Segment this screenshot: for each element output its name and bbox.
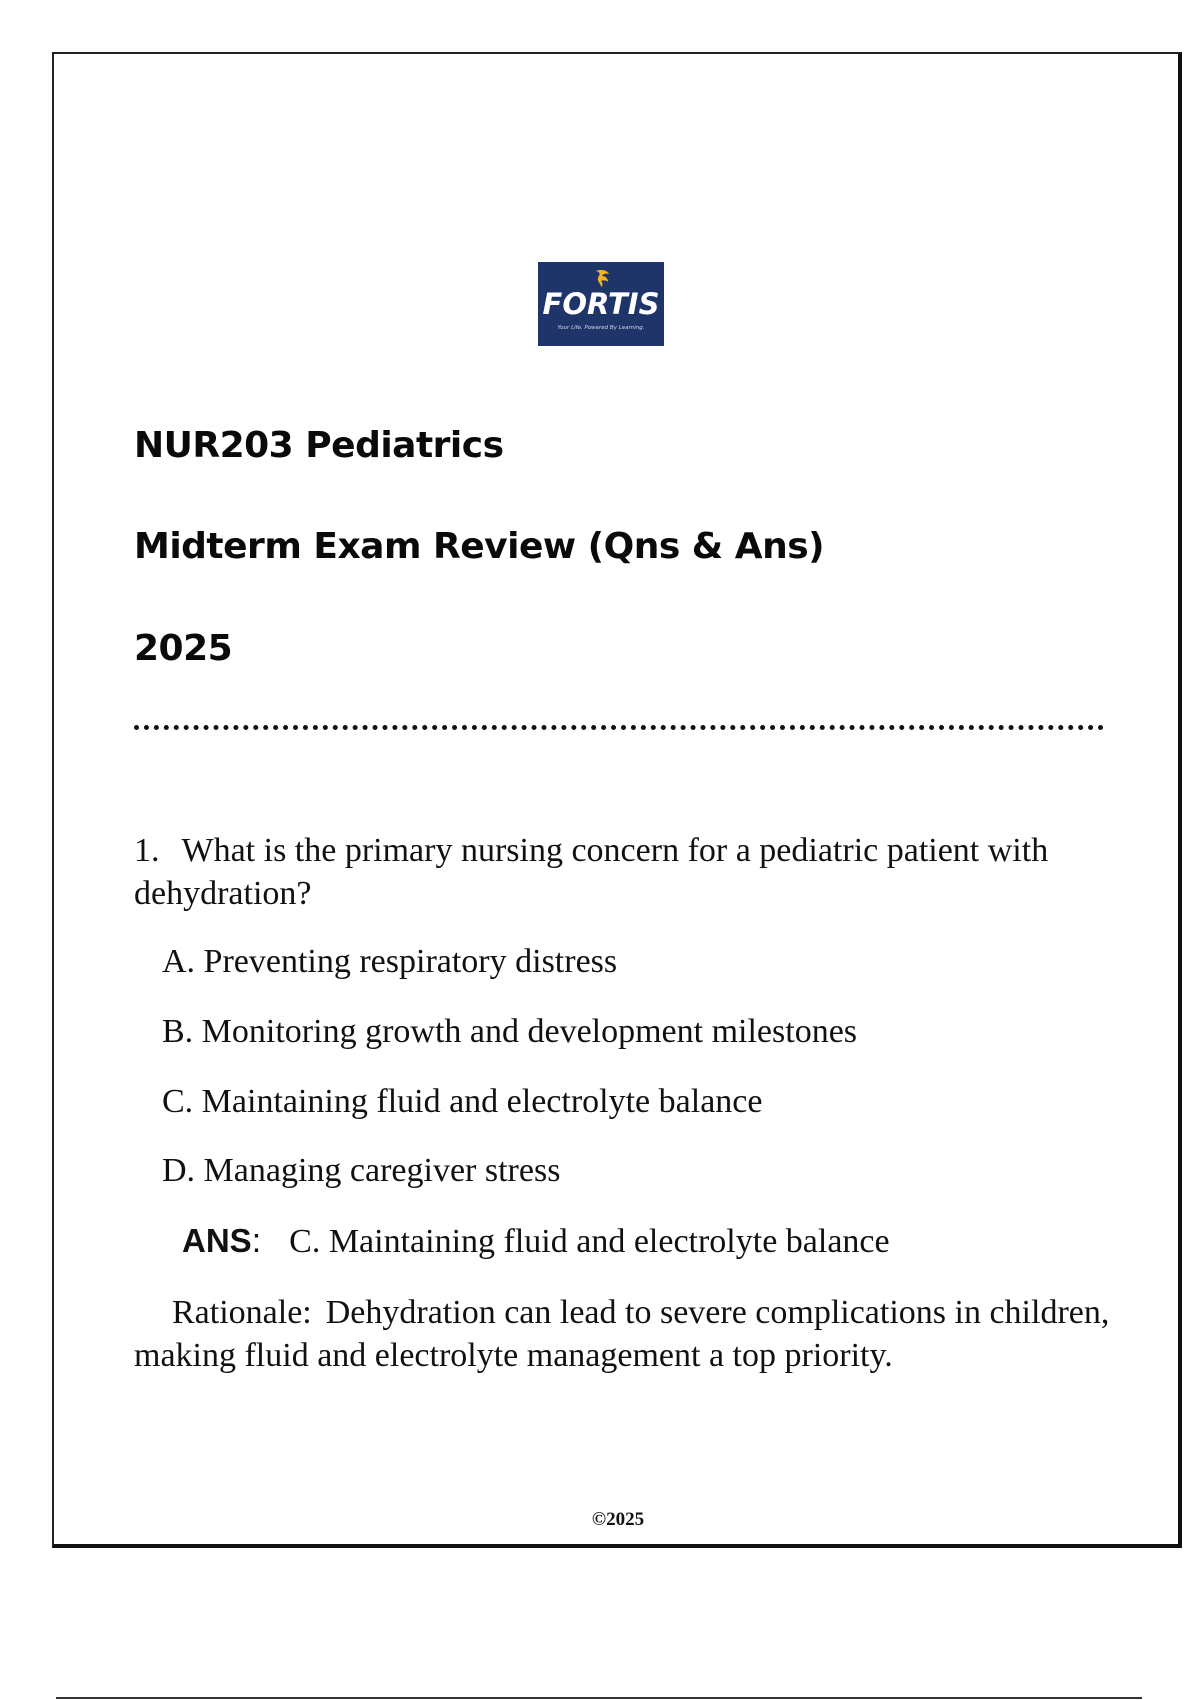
- bottom-rule: [56, 1697, 1142, 1699]
- option-c: C. Maintaining fluid and electrolyte balance: [162, 1083, 763, 1120]
- rationale: [134, 1291, 1114, 1377]
- question-body: What is the primary nursing concern for a pediatric patient with dehydration?: [134, 832, 1049, 912]
- answer-label: ANS: [182, 1222, 252, 1259]
- question-text: [134, 829, 1094, 915]
- document-title: Midterm Exam Review (Qns & Ans): [134, 526, 825, 567]
- option-a: A. Preventing respiratory distress: [162, 943, 618, 980]
- rationale-text: Dehydration can lead to severe complications in children, making fluid and electrolyte management a top priority.: [134, 1294, 1110, 1374]
- logo-tagline: Your Life. Powered By Learning.: [557, 325, 645, 331]
- question-number: 1.: [134, 832, 160, 869]
- document-year: 2025: [134, 628, 233, 669]
- dotted-divider: [134, 725, 1104, 730]
- course-title: NUR203 Pediatrics: [134, 425, 504, 466]
- answer-line: [182, 1219, 890, 1263]
- rationale-label: Rationale:: [172, 1294, 312, 1331]
- option-b: B. Monitoring growth and development milestones: [162, 1013, 858, 1050]
- logo-wordmark: FORTIS: [542, 287, 660, 321]
- option-d: D. Managing caregiver stress: [162, 1152, 561, 1189]
- fortis-logo: [538, 262, 664, 346]
- copyright-notice: ©2025: [591, 1509, 645, 1530]
- answer-text: C. Maintaining fluid and electrolyte balance: [289, 1223, 890, 1260]
- flame-icon: [592, 268, 614, 288]
- answer-colon: :: [251, 1222, 262, 1260]
